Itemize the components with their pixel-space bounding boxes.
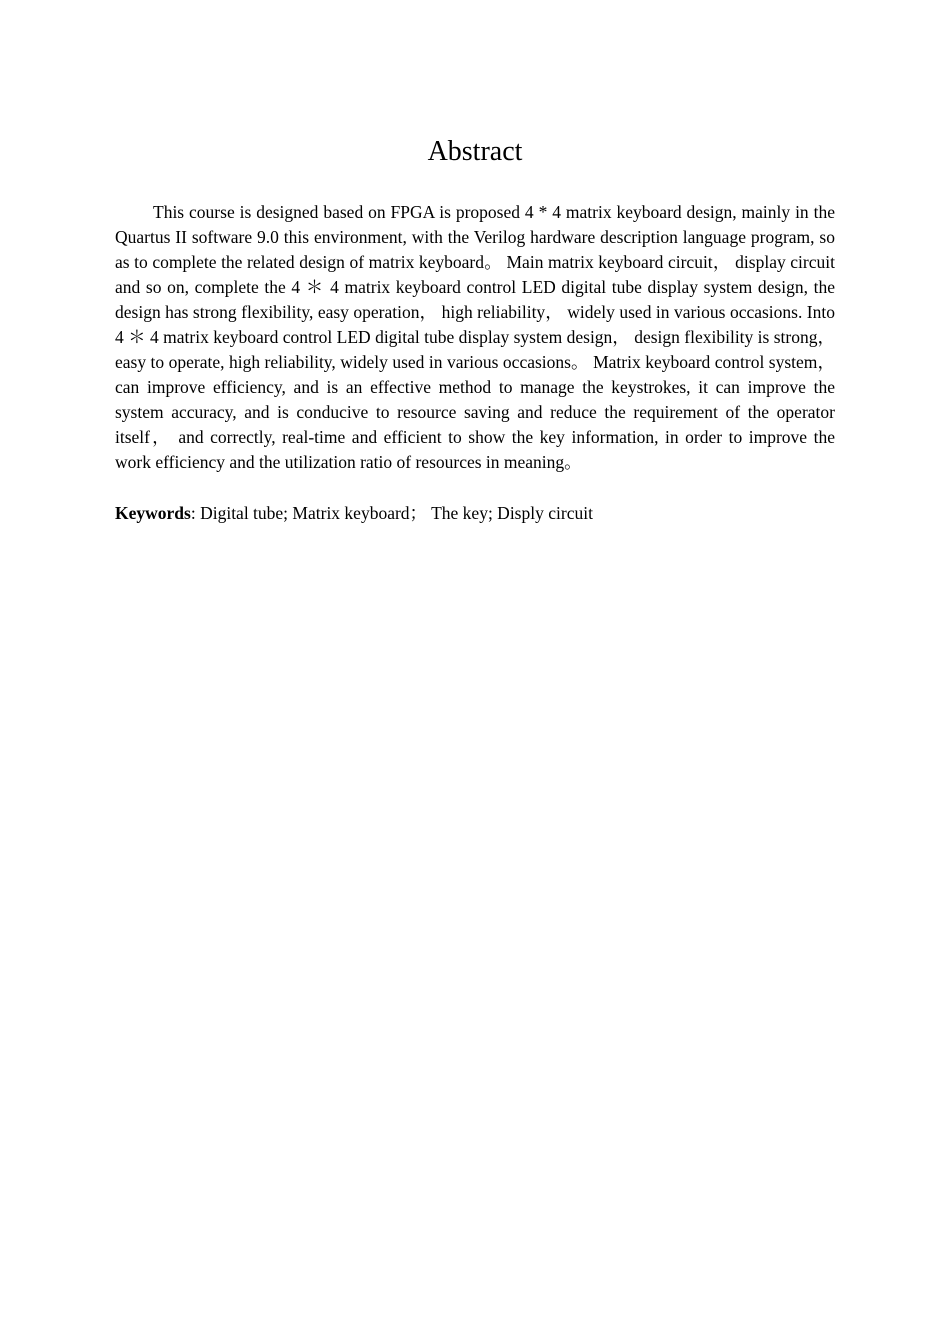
keywords-label: Keywords — [115, 503, 191, 523]
keywords-separator: : — [190, 503, 201, 523]
abstract-paragraph: This course is designed based on FPGA is proposed 4 * 4 matrix keyboard design, mainly in the Quartus II software 9.0 this environment, with the Verilog hardware description language program, so as to complete the related design of matrix keyboard。 Main matrix keyboard circuit， display circuit and so on, complete the 4 ＊ 4 matrix keyboard control LED digital tube display system design, the design has strong flexibility, easy operation， high reliability， widely used in various occasions. Into 4 ＊ 4 matrix keyboard control LED digital tube display system design， design flexibility is strong， easy to operate, high reliability, widely used in various occasions。 Matrix keyboard control system， can improve efficiency, and is an effective method to manage the keystrokes, it can improve the system accuracy, and is conducive to resource saving and reduce the requirement of the operator itself， and correctly, real-time and efficient to show the key information, in order to improve the work efficiency and the utilization ratio of resources in meaning。 — [115, 202, 835, 472]
abstract-title: Abstract — [427, 136, 523, 167]
keywords-line — [115, 501, 835, 526]
keywords-value: Digital tube; Matrix keyboard； The key; Disply circuit — [200, 503, 593, 523]
